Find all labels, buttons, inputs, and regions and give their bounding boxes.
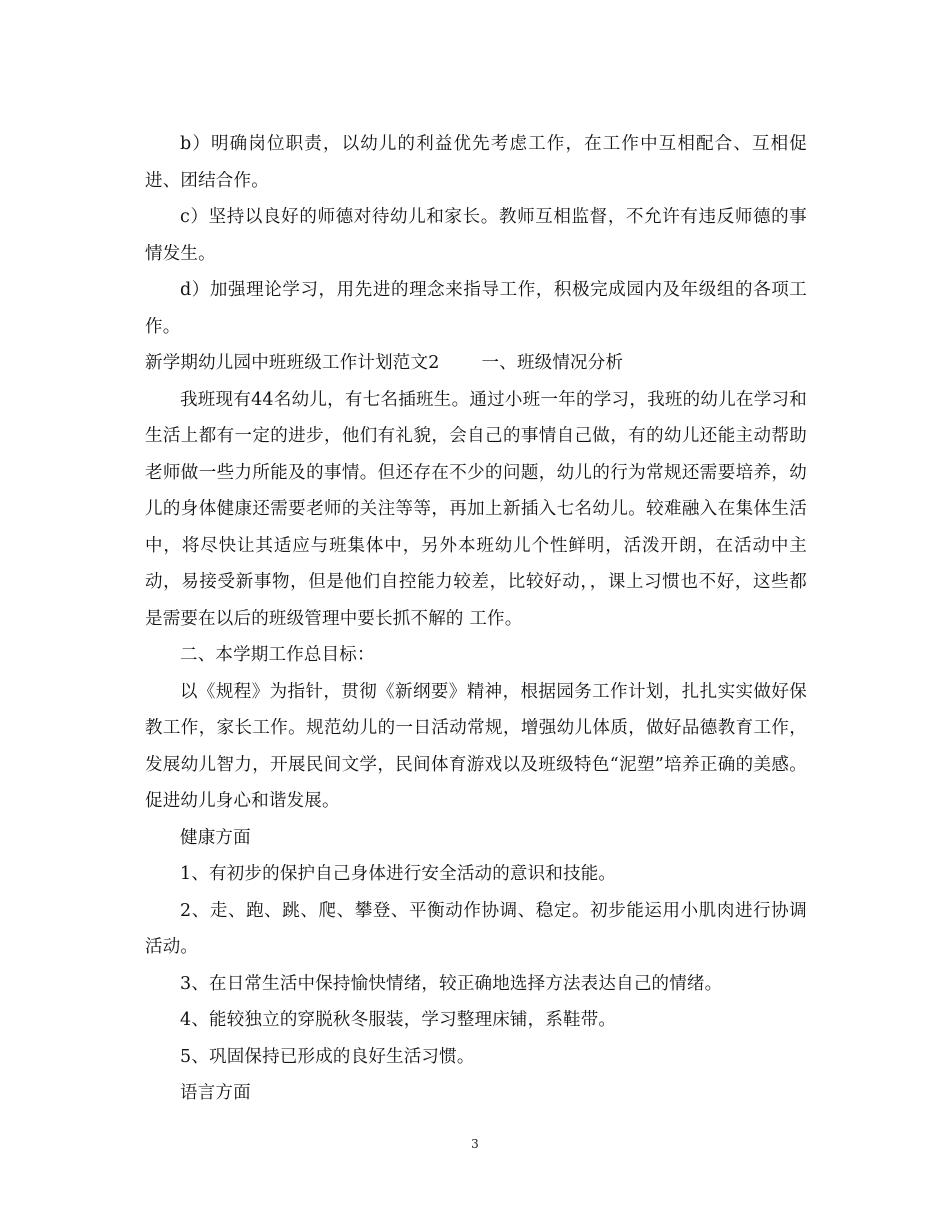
paragraph-b: b）明确岗位职责，以幼儿的利益优先考虑工作，在工作中互相配合、互相促进、团结合作。 (145, 134, 807, 191)
section-title: 新学期幼儿园中班班级工作计划范文2 (145, 353, 440, 373)
language-heading: 语言方面 (180, 1083, 251, 1103)
health-item-5: 5、巩固保持已形成的良好生活习惯。 (180, 1046, 475, 1067)
health-item-2: 2、走、跑、跳、爬、攀登、平衡动作协调、稳定。初步能运用小肌肉进行协调活动。 (145, 900, 807, 957)
health-item-4: 4、能较独立的穿脱秋冬服装，学习整理床铺，系鞋带。 (180, 1010, 617, 1030)
page-number: 3 (471, 1137, 479, 1151)
goal-paragraph: 以《规程》为指针，贯彻《新纲要》精神，根据园务工作计划，扎扎实实做好保教工作，家长工作。规范幼儿的一日活动常规，增强幼儿体质，做好品德教育工作，发展幼儿智力，开展民间文学，民间体育游戏以及班级特色“泥塑”培养正确的美感。促进幼儿身心和谐发展。 (145, 681, 807, 811)
document-body (145, 126, 807, 1112)
health-item-1: 1、有初步的保护自己身体进行安全活动的意识和技能。 (180, 864, 617, 884)
section-heading-line (145, 345, 807, 382)
section-subtitle: 一、班级情况分析 (481, 353, 624, 373)
paragraph-c: c）坚持以良好的师德对待幼儿和家长。教师互相监督，不允许有违反师德的事情发生。 (145, 207, 807, 264)
class-analysis-paragraph: 我班现有44名幼儿，有七名插班生。通过小班一年的学习，我班的幼儿在学习和生活上都有一定的进步，他们有礼貌，会自己的事情自己做，有的幼儿还能主动帮助老师做一些力所能及的事情。但还存在不少的问题，幼儿的行为常规还需要培养，幼儿的身体健康还需要老师的关注等等，再加上新插入七名幼儿。较难融入在集体生活中，将尽快让其适应与班集体中，另外本班幼儿个性鲜明，活泼开朗，在活动中主动，易接受新事物，但是他们自控能力较差，比较好动，，课上习惯也不好，这些都是需要在以后的班级管理中要长抓不解的 工作。 (145, 389, 807, 629)
health-item-3: 3、在日常生活中保持愉快情绪，较正确地选择方法表达自己的情绪。 (180, 973, 723, 994)
goal-heading: 二、本学期工作总目标： (180, 645, 375, 665)
health-heading: 健康方面 (180, 827, 251, 848)
paragraph-d: d）加强理论学习，用先进的理念来指导工作，积极完成园内及年级组的各项工作。 (145, 280, 807, 337)
